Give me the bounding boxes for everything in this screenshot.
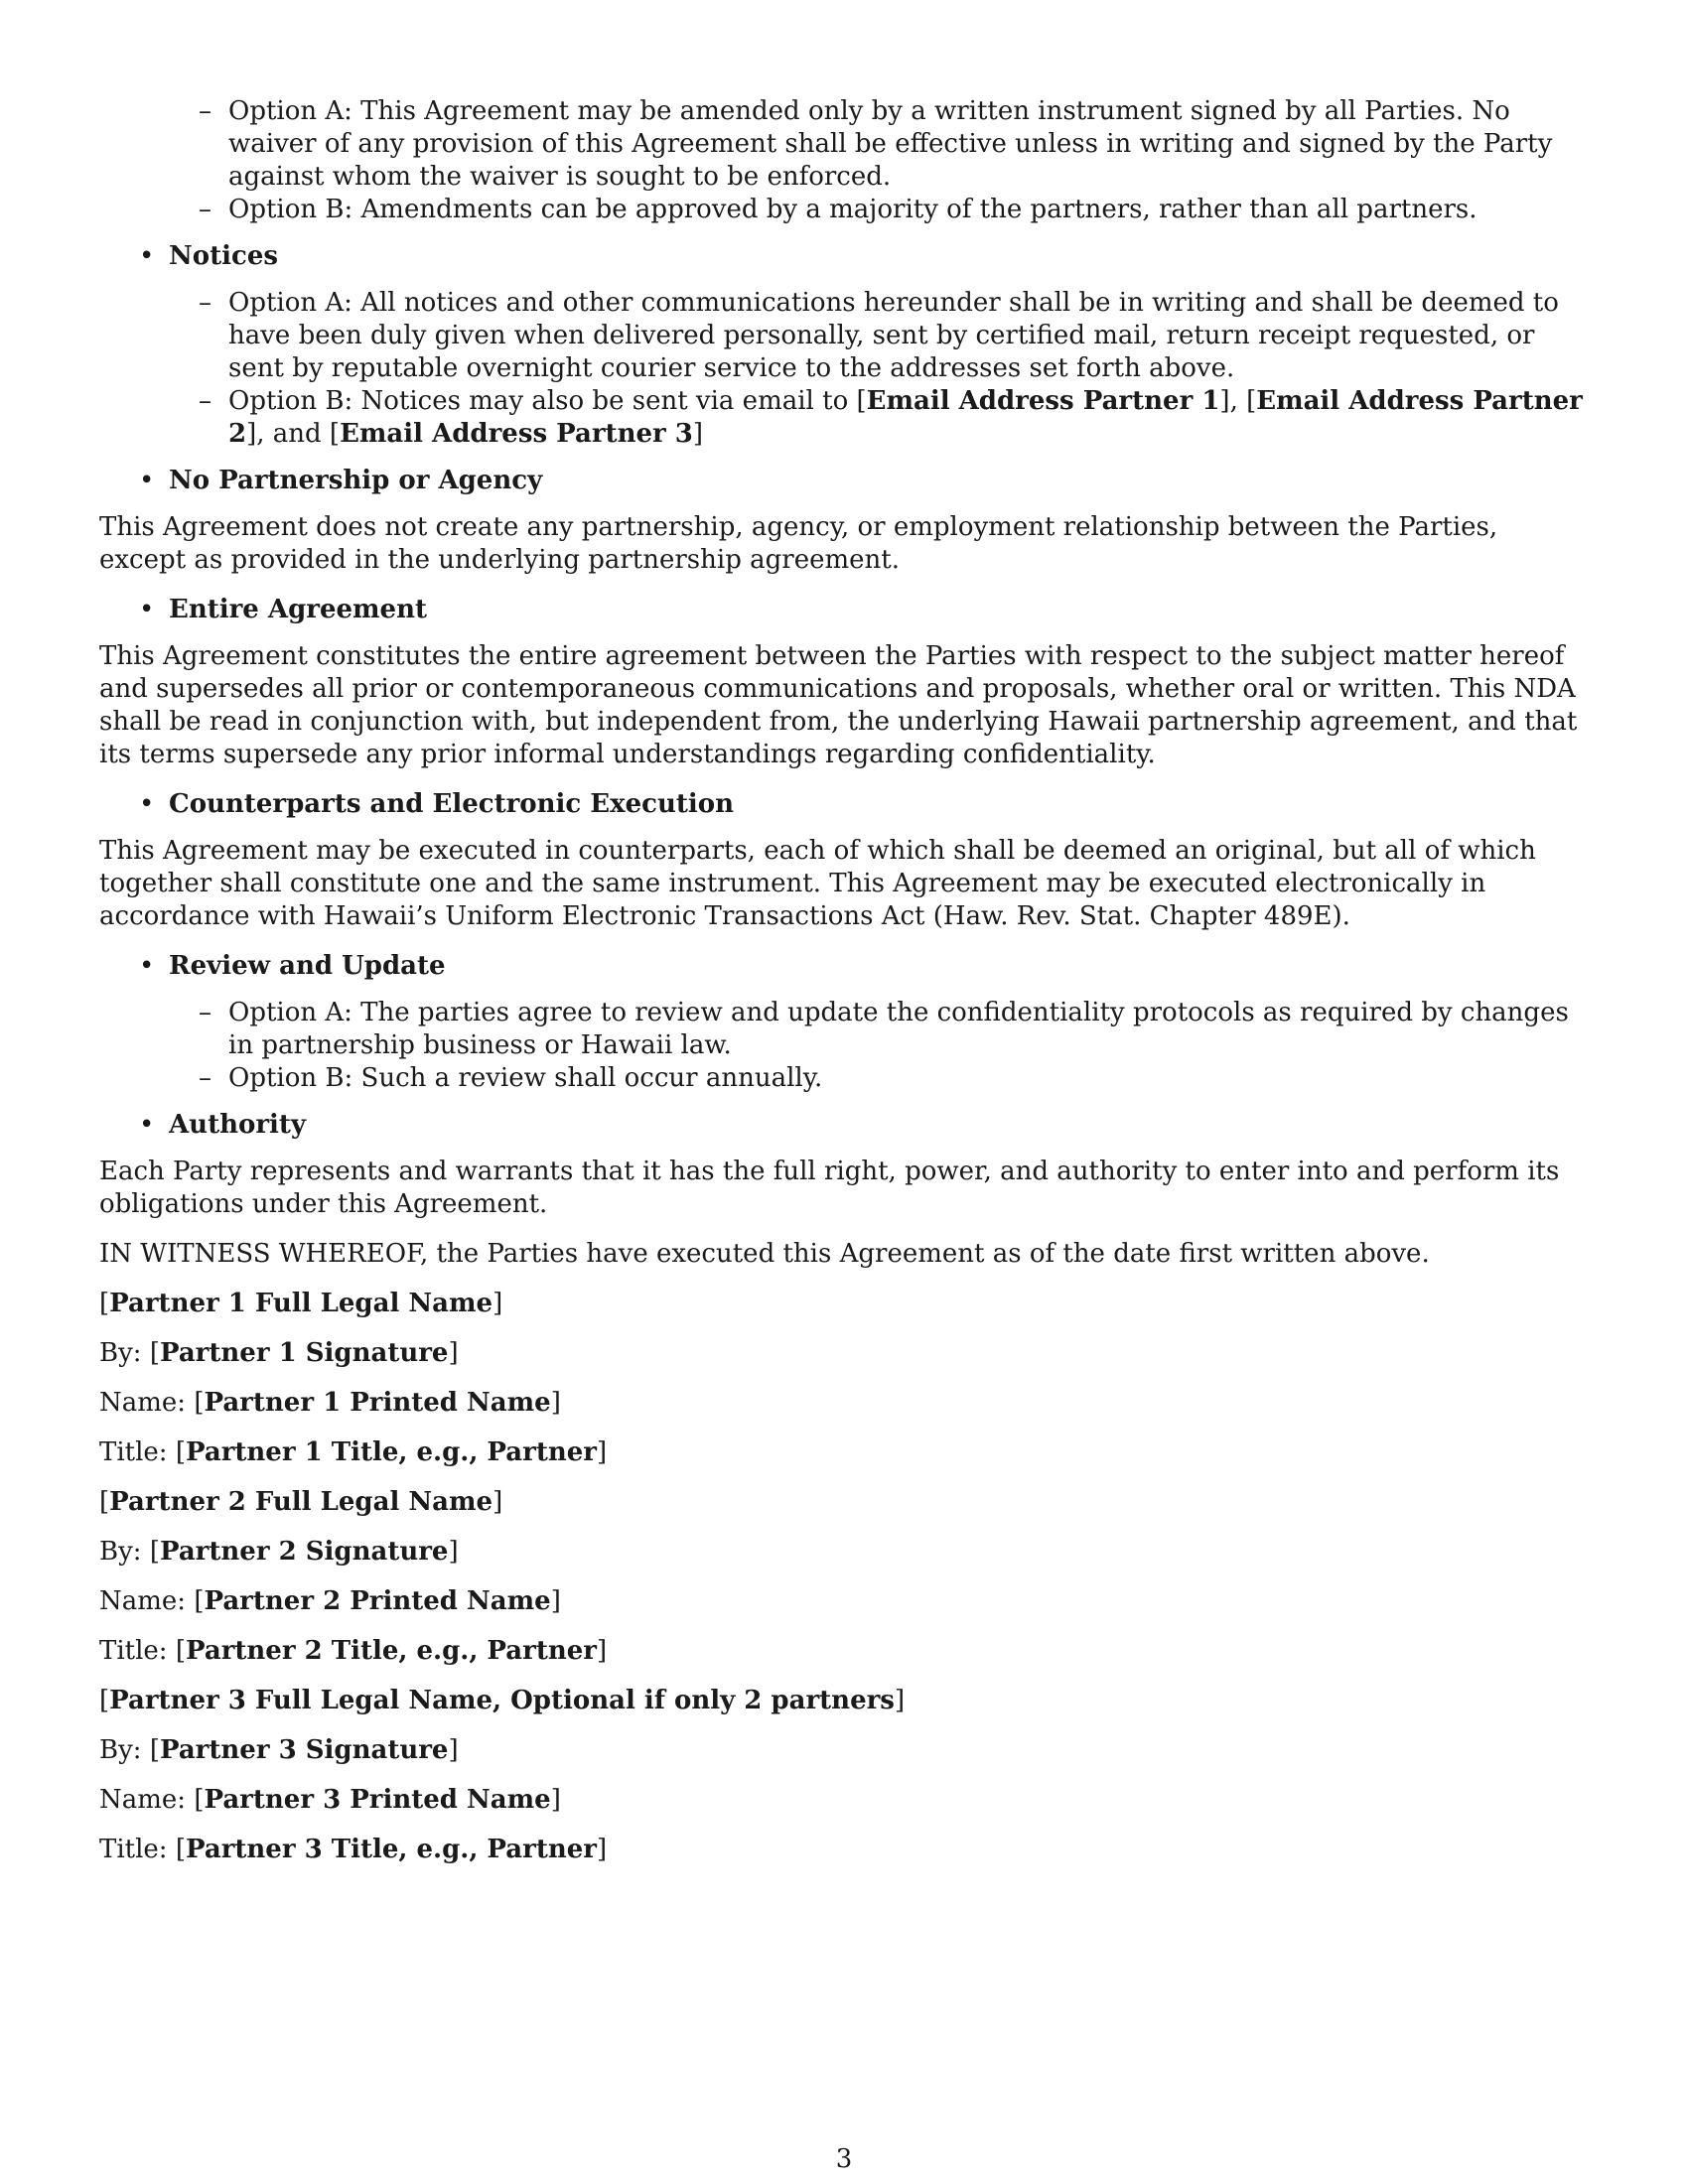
close-bracket: ]	[550, 1785, 561, 1815]
notices-option-a: – Option A: All notices and other communications hereunder shall be in writing and shall be deemed to have been duly given when delivered personally, sent by certified mail, return receipt requested, or sent by reputable overnight courier service to the addresses set forth above.	[199, 287, 1589, 385]
open-bracket: [	[194, 1586, 205, 1616]
open-bracket: [	[99, 1289, 110, 1318]
by-label: By:	[99, 1537, 150, 1567]
document-page	[99, 95, 1589, 1883]
review-heading: • Review and Update	[169, 950, 1589, 983]
amendment-option-a: – Option A: This Agreement may be amended only by a written instrument signed by all Parties. No waiver of any provision of this Agreement shall be effective unless in writing and signed by the Party against whom the waiver is sought to be enforced.	[199, 95, 1589, 194]
open-bracket: [	[149, 1537, 160, 1567]
partner-2-full-name	[99, 1486, 1589, 1519]
partner-3-signature-placeholder: Partner 3 Signature	[159, 1735, 449, 1765]
separator: ], and [	[246, 419, 341, 449]
witness-statement: IN WITNESS WHEREOF, the Parties have executed this Agreement as of the date first written above.	[99, 1239, 1430, 1269]
name-label: Name:	[99, 1586, 195, 1616]
by-label: By:	[99, 1338, 150, 1368]
open-bracket: [	[856, 386, 867, 416]
partner-1-printed-name-placeholder: Partner 1 Printed Name	[204, 1388, 551, 1418]
email-placeholder-partner-1: Email Address Partner 1	[866, 386, 1220, 416]
partner-3-signature-line	[99, 1734, 1589, 1767]
title-label: Title:	[99, 1636, 176, 1666]
counterparts-heading: • Counterparts and Electronic Execution	[169, 788, 1589, 821]
notices-heading: • Notices	[169, 240, 1589, 273]
partner-2-full-name-placeholder: Partner 2 Full Legal Name	[109, 1487, 493, 1517]
review-option-b: – Option B: Such a review shall occur annually.	[199, 1062, 1589, 1095]
review-options	[199, 997, 1589, 1095]
amendment-options	[199, 95, 1589, 226]
authority-text: Each Party represents and warrants that it has the full right, power, and authority to enter into and perform its obligations under this Agreement.	[99, 1157, 1560, 1219]
amendment-option-b: – Option B: Amendments can be approved by a majority of the partners, rather than all partners.	[199, 194, 1589, 226]
close-bracket: ]	[448, 1338, 459, 1368]
open-bracket: [	[175, 1636, 186, 1666]
close-bracket: ]	[596, 1835, 608, 1864]
close-bracket: ]	[550, 1388, 561, 1418]
close-bracket: ]	[596, 1437, 608, 1467]
notices-options	[199, 287, 1589, 451]
partner-1-title-placeholder: Partner 1 Title, e.g., Partner	[186, 1437, 597, 1467]
partner-2-title-line	[99, 1635, 1589, 1668]
partner-1-name-line	[99, 1387, 1589, 1420]
open-bracket: [	[99, 1686, 110, 1715]
partner-2-signature-line	[99, 1536, 1589, 1569]
partner-1-full-name-placeholder: Partner 1 Full Legal Name	[109, 1289, 493, 1318]
partner-2-signature-placeholder: Partner 2 Signature	[159, 1537, 449, 1567]
open-bracket: [	[194, 1785, 205, 1815]
partner-3-name-line	[99, 1784, 1589, 1817]
partner-3-title-placeholder: Partner 3 Title, e.g., Partner	[186, 1835, 597, 1864]
page-number: 3	[835, 2144, 853, 2174]
partner-3-full-name	[99, 1685, 1589, 1717]
no-partnership-text: This Agreement does not create any partnership, agency, or employment relationship between the Parties, except as provided in the underlying partnership agreement.	[99, 512, 1498, 575]
entire-agreement-heading: • Entire Agreement	[169, 594, 1589, 626]
partner-3-printed-name-placeholder: Partner 3 Printed Name	[204, 1785, 551, 1815]
open-bracket: [	[175, 1437, 186, 1467]
name-label: Name:	[99, 1785, 195, 1815]
open-bracket: [	[175, 1835, 186, 1864]
open-bracket: [	[149, 1735, 160, 1765]
counterparts-text: This Agreement may be executed in counterparts, each of which shall be deemed an original, but all of which together shall constitute one and the same instrument. This Agreement may be executed electronically in accordance with Hawaii’s Uniform Electronic Transactions Act (Haw. Rev. Stat. Chapter 489E).	[99, 836, 1536, 931]
authority-heading: • Authority	[169, 1109, 1589, 1142]
email-placeholder-partner-3: Email Address Partner 3	[340, 419, 693, 449]
partner-1-signature-placeholder: Partner 1 Signature	[159, 1338, 449, 1368]
name-label: Name:	[99, 1388, 195, 1418]
partner-3-title-line	[99, 1834, 1589, 1866]
partner-2-name-line	[99, 1585, 1589, 1618]
close-bracket: ]	[692, 419, 704, 449]
open-bracket: [	[99, 1487, 110, 1517]
close-bracket: ]	[492, 1487, 503, 1517]
close-bracket: ]	[550, 1586, 561, 1616]
close-bracket: ]	[894, 1686, 906, 1715]
notices-option-b-text: Option B: Notices may also be sent via email to	[228, 386, 857, 416]
close-bracket: ]	[596, 1636, 608, 1666]
partner-2-printed-name-placeholder: Partner 2 Printed Name	[204, 1586, 551, 1616]
close-bracket: ]	[492, 1289, 503, 1318]
no-partnership-heading: • No Partnership or Agency	[169, 465, 1589, 497]
partner-2-title-placeholder: Partner 2 Title, e.g., Partner	[186, 1636, 597, 1666]
entire-agreement-text: This Agreement constitutes the entire agreement between the Parties with respect to the subject matter hereof and supersedes all prior or contemporaneous communications and proposals, whether oral or written. This NDA shall be read in conjunction with, but independent from, the underlying Hawaii partnership agreement, and that its terms supersede any prior informal understandings regarding confidentiality.	[99, 641, 1578, 769]
partner-1-signature-line	[99, 1337, 1589, 1370]
partner-1-full-name	[99, 1288, 1589, 1320]
close-bracket: ]	[448, 1537, 459, 1567]
email-placeholder-partner-2: Email Address Partner 2	[228, 386, 1583, 449]
review-option-a: – Option A: The parties agree to review and update the confidentiality protocols as required by changes in partnership business or Hawaii law.	[199, 997, 1589, 1062]
separator: ], [	[1219, 386, 1257, 416]
partner-3-full-name-placeholder: Partner 3 Full Legal Name, Optional if only 2 partners	[109, 1686, 895, 1715]
title-label: Title:	[99, 1437, 176, 1467]
notices-option-b	[199, 385, 1589, 451]
open-bracket: [	[194, 1388, 205, 1418]
close-bracket: ]	[448, 1735, 459, 1765]
partner-1-title-line	[99, 1436, 1589, 1469]
open-bracket: [	[149, 1338, 160, 1368]
title-label: Title:	[99, 1835, 176, 1864]
by-label: By:	[99, 1735, 150, 1765]
